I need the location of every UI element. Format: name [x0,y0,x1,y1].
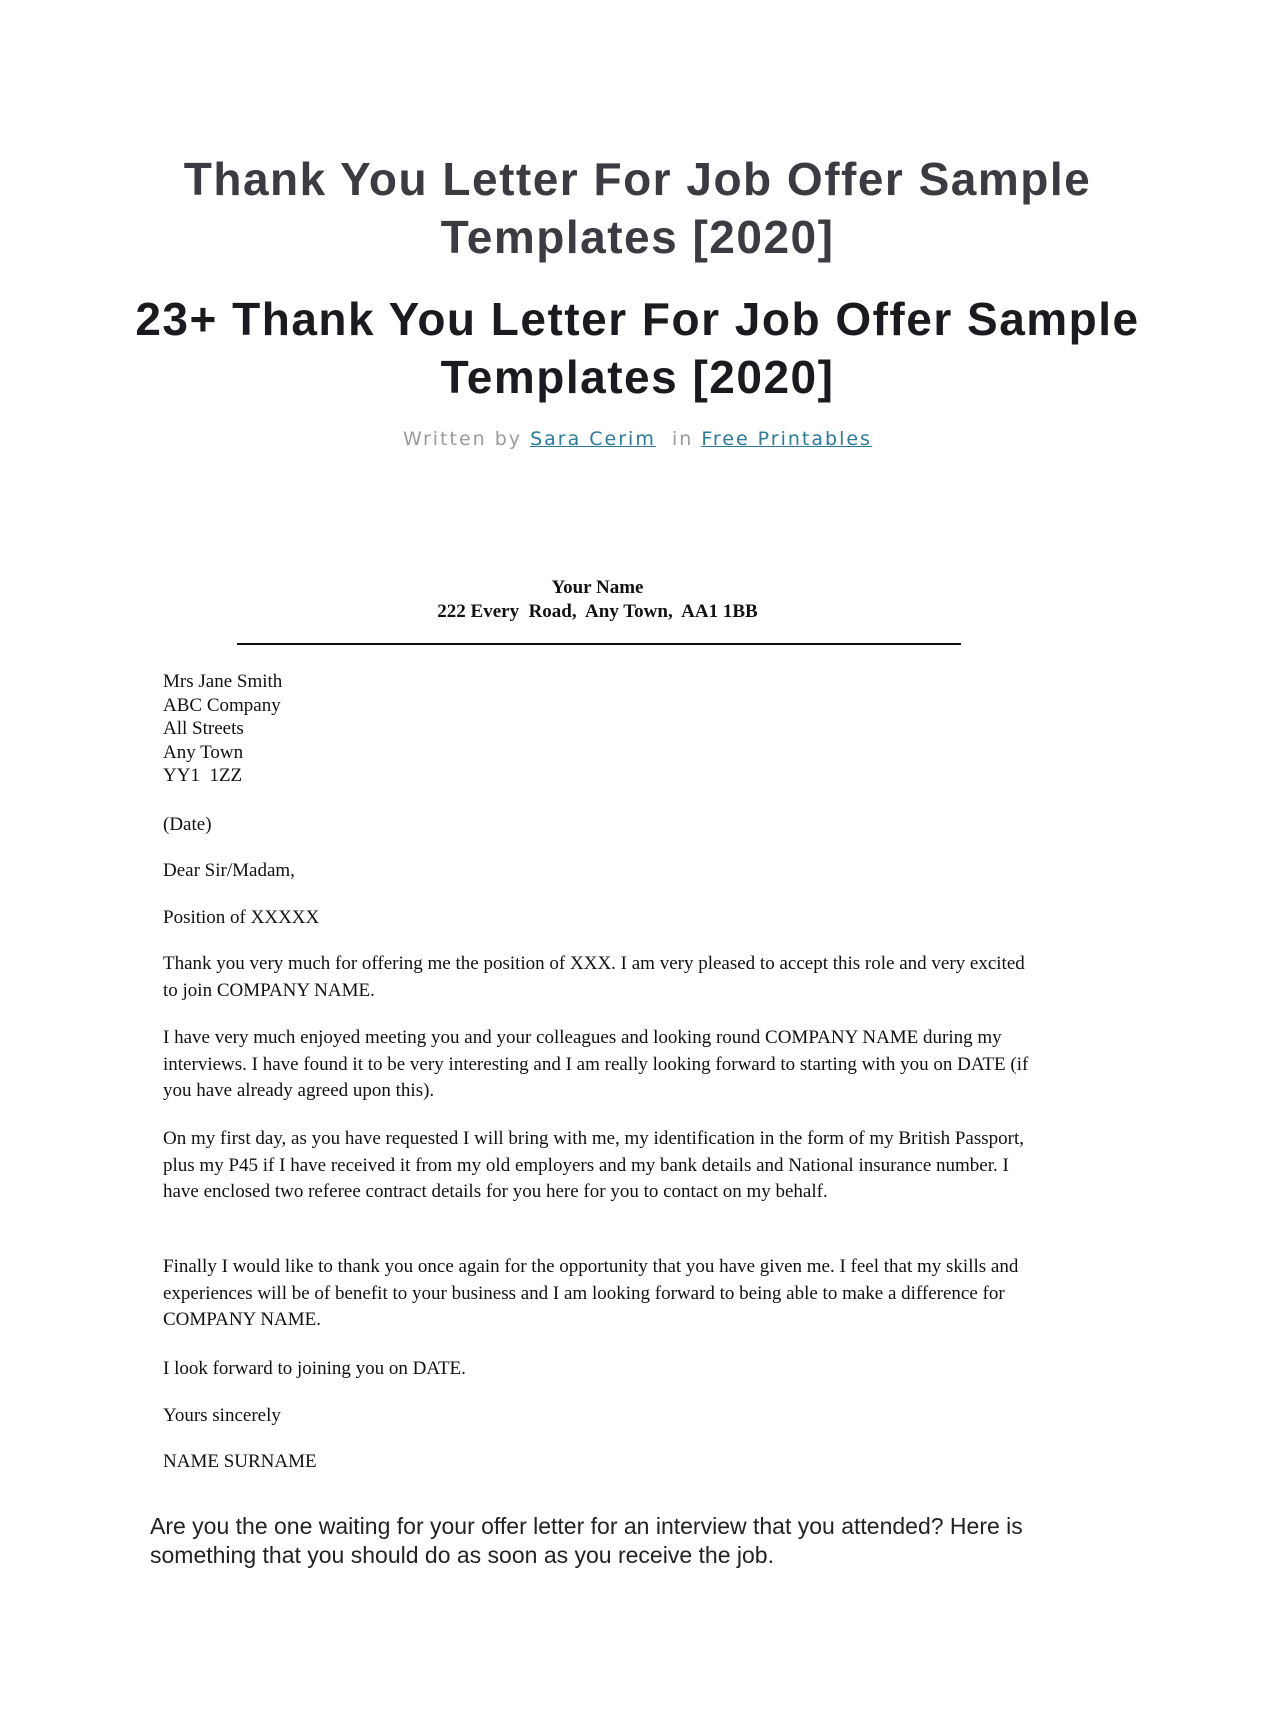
page-title-line-2: Templates [2020] [440,211,835,263]
page-title-line-1: Thank You Letter For Job Offer Sample [183,153,1092,205]
category-link[interactable]: Free Printables [701,428,872,450]
article-subtitle-line-1: 23+ Thank You Letter For Job Offer Sample [135,293,1140,345]
letter-date: (Date) [163,814,212,835]
letter-paragraph-1: Thank you very much for offering me the position of XXX. I am very pleased to accept this role and very excited to join COMPANY NAME. [163,953,1025,1001]
letter-paragraph-3: On my first day, as you have requested I will bring with me, my identification in the form of my British Passport, plus my P45 if I have received it from my old employers and my bank details and National insurance number. I have enclosed two referee contract details for you here for you to contact on my behalf. [163,1128,1025,1202]
recipient-line: ABC Company [163,694,281,716]
letter-paragraph-5: I look forward to joining you on DATE. [163,1358,466,1379]
recipient-line: Any Town [163,741,244,763]
article-intro: Are you the one waiting for your offer letter for an interview that you attended? Here is something that you should do as soon as you receive the job. [150,1513,1023,1568]
sender-name: Your Name [551,577,644,598]
recipient-line: All Streets [163,718,244,739]
article-subtitle [0,290,1275,406]
byline-connector: in [671,428,694,450]
letter-divider [237,643,961,645]
article-subtitle-line-2: Templates [2020] [440,351,835,403]
letter-closing: Yours sincerely [163,1405,281,1426]
recipient-line: Mrs Jane Smith [163,671,283,692]
byline [0,428,1275,450]
letter-header [235,576,960,624]
page-title [0,150,1275,266]
author-link[interactable]: Sara Cerim [530,428,656,450]
recipient-line: YY1 1ZZ [163,765,243,786]
letter-paragraph-4: Finally I would like to thank you once again for the opportunity that you have given me. I feel that my skills and experiences will be of benefit to your business and I am looking forward to being able to make a difference for COMPANY NAME. [163,1256,1019,1330]
sender-address: 222 Every Road, Any Town, AA1 1BB [437,601,758,622]
recipient-address [163,670,282,788]
letter-paragraph-2: I have very much enjoyed meeting you and your colleagues and looking round COMPANY NAME during my interviews. I have found it to be very interesting and I am really looking forward to starting with you on DATE (if you have already agreed upon this). [163,1027,1029,1101]
letter-signature: NAME SURNAME [163,1451,317,1472]
letter-subject: Position of XXXXX [163,907,320,928]
byline-prefix: Written by [403,428,523,450]
letter-salutation: Dear Sir/Madam, [163,860,295,881]
